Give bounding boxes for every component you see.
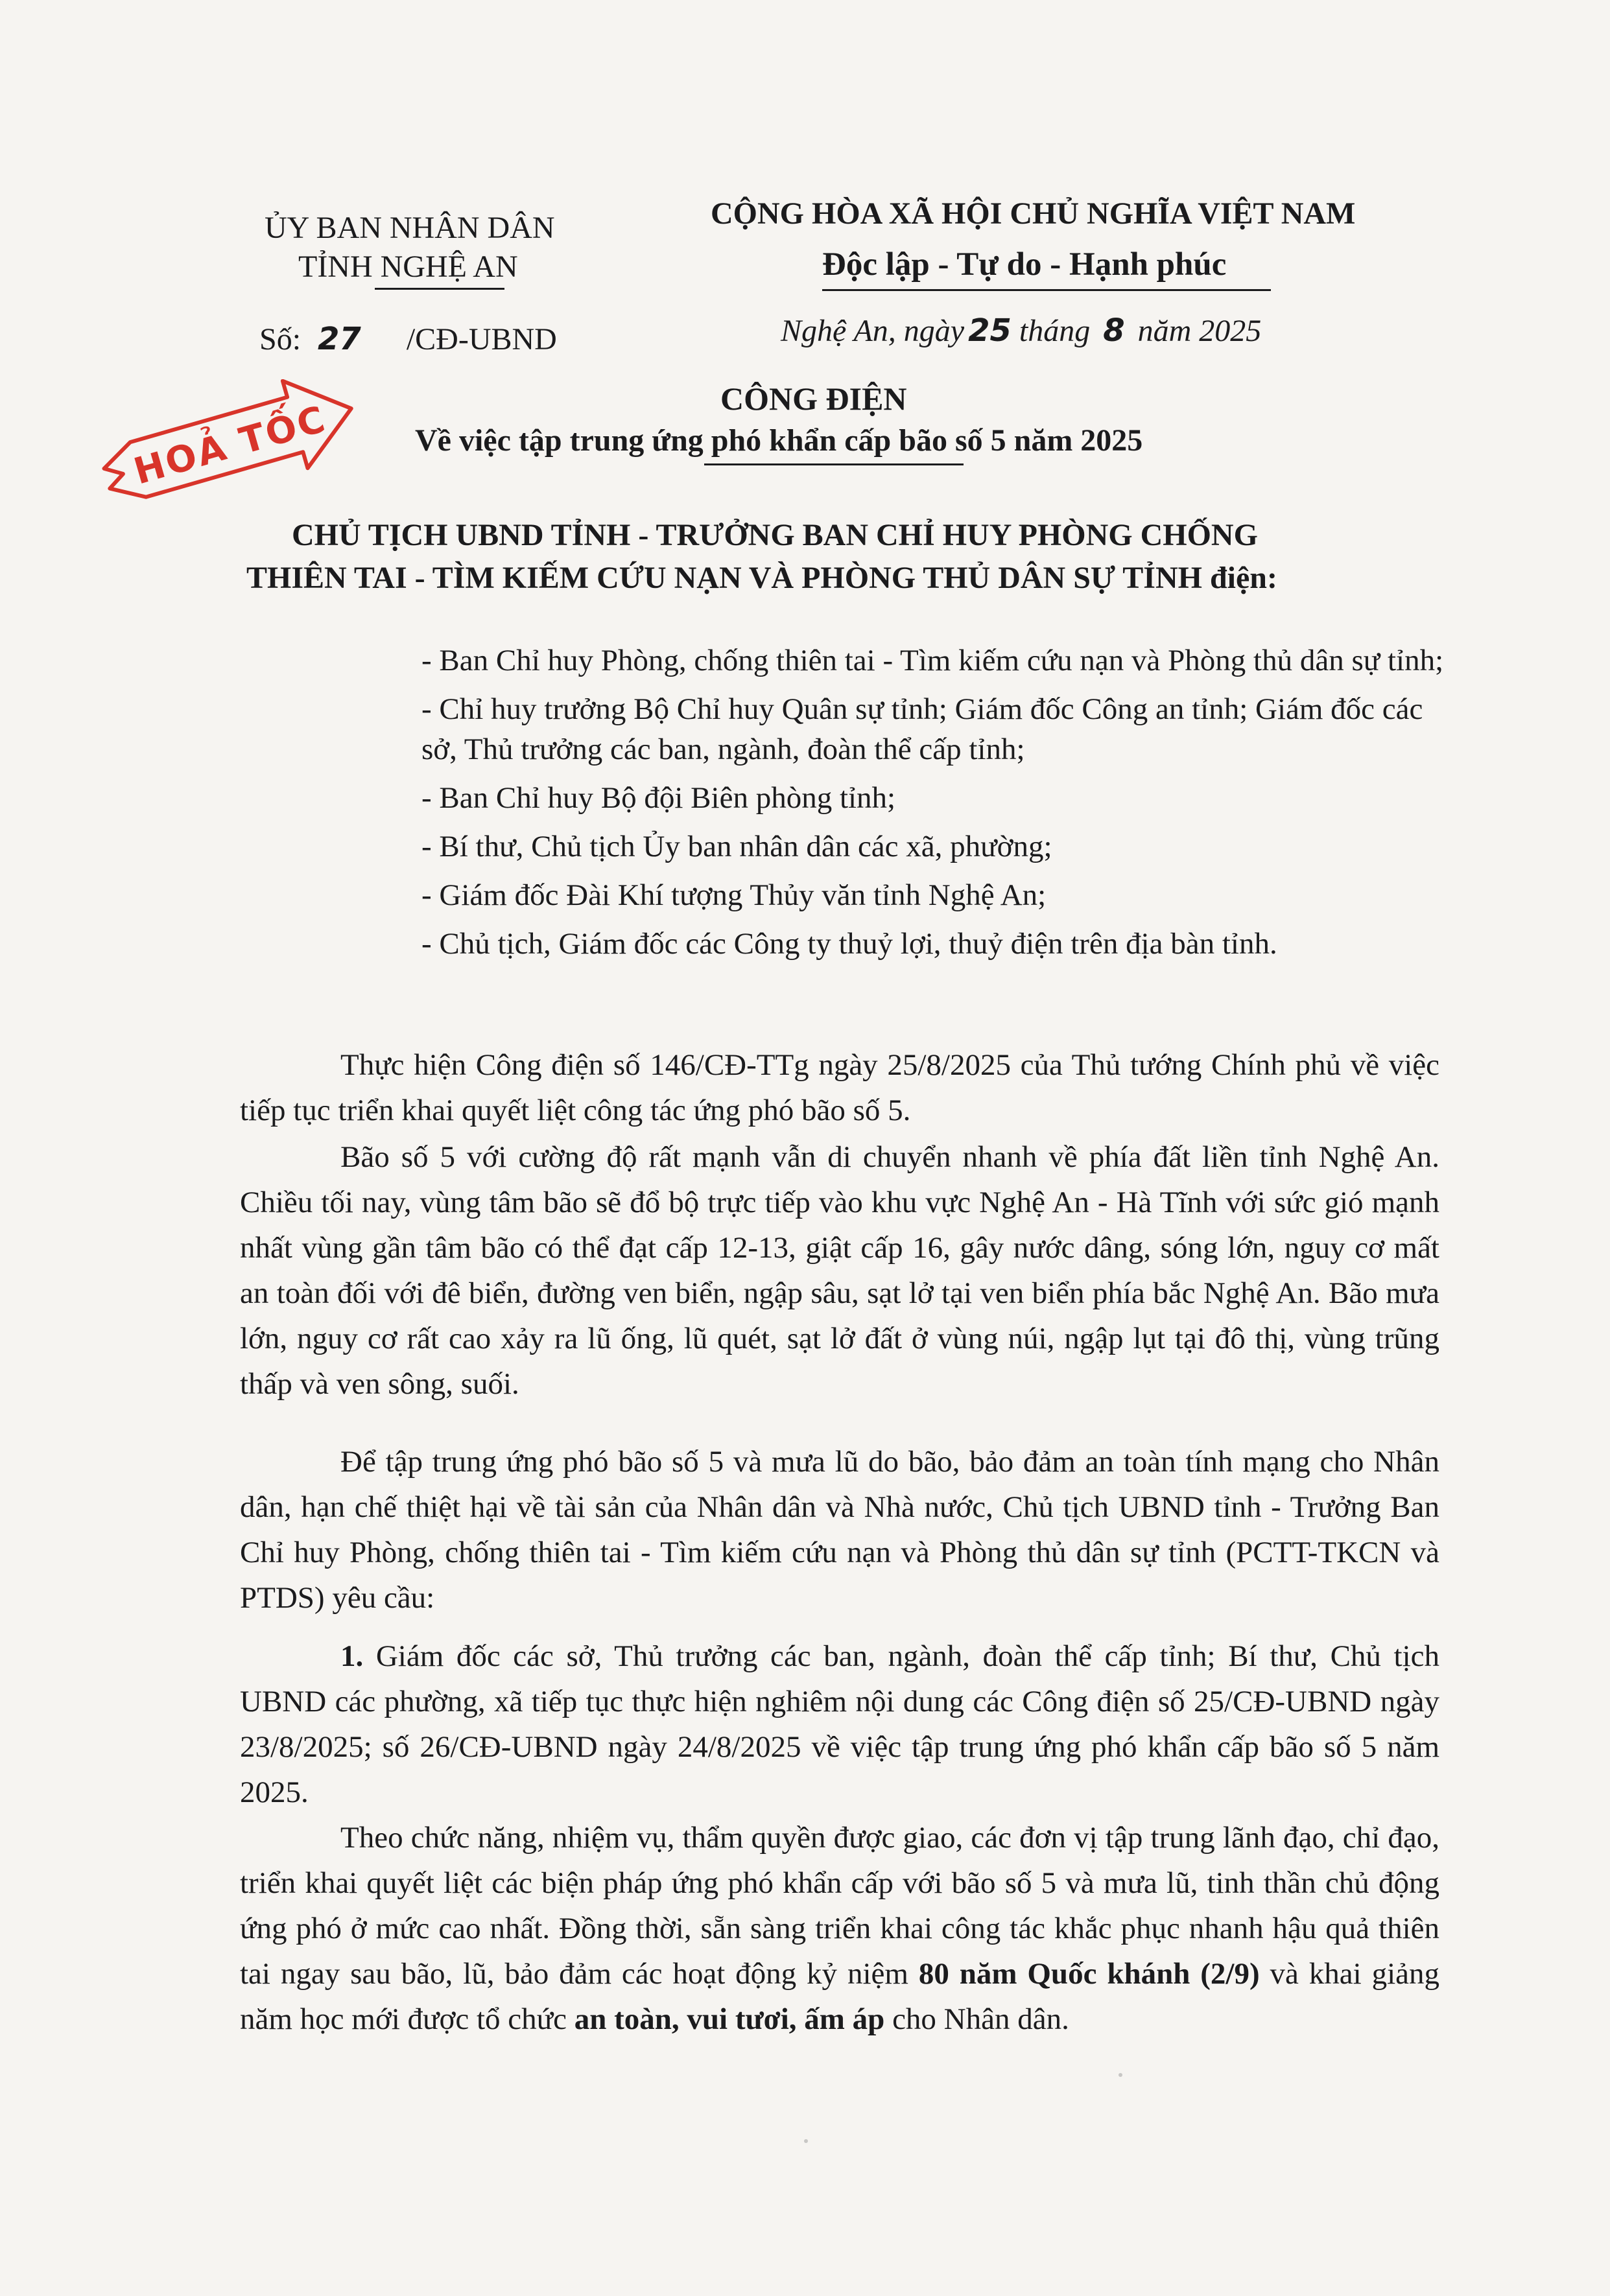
body-paragraph-2: Bão số 5 với cường độ rất mạnh vẫn di chuyển nhanh về phía đất liền tỉnh Nghệ An. Chiều tối nay, vùng tâm bão sẽ đổ bộ trực tiếp vào khu vực Nghệ An - Hà Tĩnh với sức gió mạnh nhất vùng gần tâm bão có thể đạt cấp 12-13, giật cấp 16, gây nước dâng, sóng lớn, nguy cơ mất an toàn đối với đê biển, đường ven biển, ngập sâu, sạt lở tại ven biển phía bắc Nghệ An. Bão mưa lớn, nguy cơ rất cao xảy ra lũ ống, lũ quét, sạt lở đất ở vùng núi, ngập lụt tại đô thị, vùng trũng thấp và ven sông, suối. <box>240 1140 1439 1401</box>
document-number <box>259 320 557 359</box>
subject-underline <box>704 463 964 465</box>
date-month-label: tháng <box>1019 314 1091 348</box>
nation-motto: Độc lập - Tự do - Hạnh phúc <box>822 246 1227 283</box>
agency-name-line2: TỈNH NGHỆ AN <box>298 250 518 284</box>
recipient-item: - Bí thư, Chủ tịch Ủy ban nhân dân các xã, phường; <box>421 830 1052 863</box>
item-number: 1. <box>340 1639 364 1673</box>
number-handwritten: 27 <box>318 321 361 357</box>
p5-emphasis-safe: an toàn, vui tươi, ấm áp <box>574 2002 885 2036</box>
sender-line1: CHỦ TỊCH UBND TỈNH - TRƯỞNG BAN CHỈ HUY PHÒNG CHỐNG <box>292 518 1258 552</box>
motto-underline <box>822 289 1271 291</box>
urgent-stamp <box>84 379 389 509</box>
p5-text-c: và khai giảng năm học mới được tổ chức <box>240 1957 1439 2036</box>
document-type: CÔNG ĐIỆN <box>720 381 907 417</box>
date-prefix: Nghệ An, ngày <box>781 314 965 348</box>
recipient-item: - Ban Chỉ huy Bộ đội Biên phòng tỉnh; <box>421 781 896 815</box>
body-paragraph-3: Để tập trung ứng phó bão số 5 và mưa lũ do bão, bảo đảm an toàn tính mạng cho Nhân dân, hạn chế thiệt hại về tài sản của Nhân dân và Nhà nước, Chủ tịch UBND tỉnh - Trưởng Ban Chỉ huy Phòng, chống thiên tai - Tìm kiếm cứu nạn và Phòng thủ dân sự tỉnh (PCTT-TKCN và PTDS) yêu cầu: <box>240 1445 1439 1615</box>
p5-emphasis-national-day: 80 năm Quốc khánh (2/9) <box>918 1957 1260 1991</box>
nation-title: CỘNG HÒA XÃ HỘI CHỦ NGHĨA VIỆT NAM <box>711 196 1356 231</box>
date-month-handwritten: 8 <box>1103 312 1125 349</box>
number-suffix: /CĐ-UBND <box>406 322 557 357</box>
body-paragraph-5 <box>240 1815 1439 2042</box>
scan-speck <box>804 2139 808 2143</box>
scan-speck <box>1119 2073 1122 2077</box>
item-text: Giám đốc các sở, Thủ trưởng các ban, ngành, đoàn thể cấp tỉnh; Bí thư, Chủ tịch UBND các phường, xã tiếp tục thực hiện nghiêm nội dung các Công điện số 25/CĐ-UBND ngày 23/8/2025; số 26/CĐ-UBND ngày 24/8/2025 về việc tập trung ứng phó khẩn cấp bão số 5 năm 2025. <box>240 1639 1439 1809</box>
recipient-item: - Chỉ huy trưởng Bộ Chỉ huy Quân sự tỉnh; Giám đốc Công an tỉnh; Giám đốc các sở, Thủ trưởng các ban, ngành, đoàn thể cấp tỉnh; <box>421 692 1423 766</box>
number-prefix: Số: <box>259 322 302 357</box>
recipient-item: - Chủ tịch, Giám đốc các Công ty thuỷ lợi, thuỷ điện trên địa bàn tỉnh. <box>421 927 1277 961</box>
date-day-handwritten: 25 <box>968 312 1012 349</box>
urgent-stamp-text: HOẢ TỐC <box>129 397 331 493</box>
agency-name-line1: ỦY BAN NHÂN DÂN <box>265 211 555 245</box>
sender-line2: THIÊN TAI - TÌM KIẾM CỨU NẠN VÀ PHÒNG THỦ DÂN SỰ TỈNH điện: <box>246 561 1277 595</box>
p5-text-e: cho Nhân dân. <box>884 2002 1069 2036</box>
date-year: năm 2025 <box>1137 314 1262 348</box>
document-subject: Về việc tập trung ứng phó khẩn cấp bão số 5 năm 2025 <box>415 423 1143 458</box>
recipient-item: - Giám đốc Đài Khí tượng Thủy văn tỉnh Nghệ An; <box>421 878 1047 912</box>
recipient-item: - Ban Chỉ huy Phòng, chống thiên tai - Tìm kiếm cứu nạn và Phòng thủ dân sự tỉnh; <box>421 644 1444 677</box>
body-paragraph-4 <box>240 1634 1439 1815</box>
p5-text-a: Theo chức năng, nhiệm vụ, thẩm quyền được giao, các đơn vị tập trung lãnh đạo, chỉ đạo, triển khai quyết liệt các biện pháp ứng phó khẩn cấp với bão số 5 và mưa lũ, tinh thần chủ động ứng phó ở mức cao nhất. Đồng thời, sẵn sàng triển khai công tác khắc phục nhanh hậu quả thiên tai ngay sau bão, lũ, bảo đảm các hoạt động kỷ niệm <box>240 1821 1439 1991</box>
recipient-list <box>421 640 1459 972</box>
agency-underline <box>375 288 504 290</box>
body-paragraph-1: Thực hiện Công điện số 146/CĐ-TTg ngày 25/8/2025 của Thủ tướng Chính phủ về việc tiếp tục triển khai quyết liệt công tác ứng phó bão số 5. <box>240 1048 1439 1127</box>
place-date <box>781 311 1261 351</box>
